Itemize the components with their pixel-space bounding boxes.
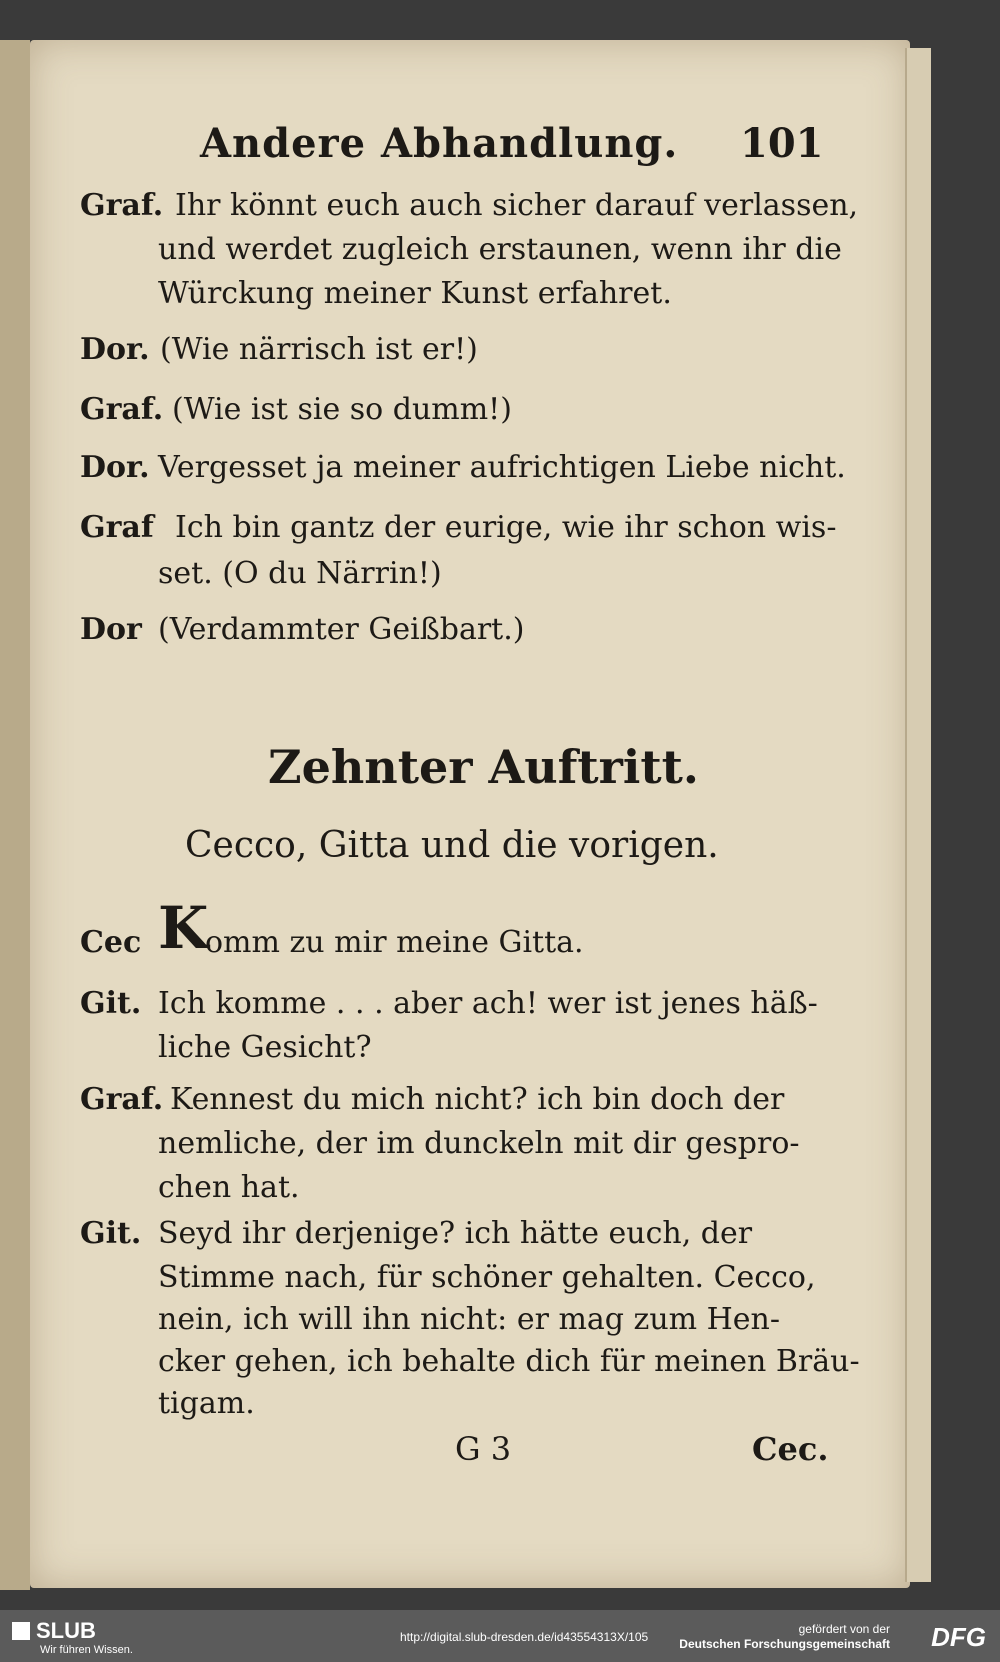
facing-page-edge bbox=[0, 40, 30, 1590]
speaker-label: Graf. bbox=[80, 392, 164, 427]
dialogue-line: Kennest du mich nicht? ich bin doch der bbox=[170, 1082, 785, 1117]
dialogue-line: liche Gesicht? bbox=[158, 1030, 372, 1065]
dialogue-line: tigam. bbox=[158, 1386, 255, 1421]
catchword: Cec. bbox=[752, 1430, 829, 1468]
dialogue-line: cker gehen, ich behalte dich für meinen Bräu- bbox=[158, 1344, 860, 1379]
drop-cap: K bbox=[158, 894, 209, 962]
dialogue-line: nemliche, der im dunckeln mit dir gespro- bbox=[158, 1126, 800, 1161]
speaker-label: Git. bbox=[80, 986, 142, 1021]
dialogue-line: omm zu mir meine Gitta. bbox=[205, 925, 584, 960]
speaker-label: Dor bbox=[80, 612, 142, 647]
permalink-url[interactable]: http://digital.slub-dresden.de/id43554313X/105 bbox=[400, 1630, 649, 1644]
dialogue-line: (Verdammter Geißbart.) bbox=[158, 612, 525, 647]
dialogue-line: und werdet zugleich erstaunen, wenn ihr die bbox=[158, 232, 842, 267]
dialogue-line: nein, ich will ihn nicht: er mag zum Hen- bbox=[158, 1302, 781, 1337]
running-header: Andere Abhandlung. bbox=[200, 120, 679, 167]
slub-tagline: Wir führen Wissen. bbox=[40, 1644, 133, 1656]
dialogue-line: Ich komme . . . aber ach! wer ist jenes häß- bbox=[158, 986, 818, 1021]
dialogue-line: Würckung meiner Kunst erfahret. bbox=[158, 276, 672, 311]
dfg-logo[interactable]: DFG bbox=[931, 1622, 986, 1652]
dialogue-line: Vergesset ja meiner aufrichtigen Liebe nicht. bbox=[158, 450, 846, 485]
speaker-label: Graf. bbox=[80, 188, 164, 223]
dialogue-line: Ich bin gantz der eurige, wie ihr schon wis- bbox=[175, 510, 837, 545]
slub-logo-icon bbox=[12, 1622, 30, 1640]
page-number: 101 bbox=[740, 120, 824, 167]
slub-logo[interactable]: SLUB bbox=[12, 1618, 96, 1644]
dialogue-line: (Wie närrisch ist er!) bbox=[160, 332, 478, 367]
speaker-label: Dor. bbox=[80, 450, 150, 485]
speaker-label: Graf. bbox=[80, 1082, 164, 1117]
signature-mark: G 3 bbox=[455, 1430, 512, 1468]
dialogue-line: Seyd ihr derjenige? ich hätte euch, der bbox=[158, 1216, 753, 1251]
dialogue-line: Ihr könnt euch auch sicher darauf verlassen, bbox=[175, 188, 859, 223]
speaker-label: Dor. bbox=[80, 332, 150, 367]
dialogue-line: (Wie ist sie so dumm!) bbox=[172, 392, 512, 427]
page-edge bbox=[905, 48, 931, 1582]
viewer-footer bbox=[0, 1610, 1000, 1662]
funding-text: gefördert von der Deutschen Forschungsgemeinschaft bbox=[679, 1622, 890, 1651]
scene-cast: Cecco, Gitta und die vorigen. bbox=[185, 825, 719, 866]
dialogue-line: set. (O du Närrin!) bbox=[158, 556, 442, 591]
scene-title: Zehnter Auftritt. bbox=[268, 740, 699, 794]
dialogue-line: chen hat. bbox=[158, 1170, 300, 1205]
dialogue-line: Stimme nach, für schöner gehalten. Cecco, bbox=[158, 1260, 816, 1295]
speaker-label: Git. bbox=[80, 1216, 142, 1251]
speaker-label: Cec bbox=[80, 925, 142, 960]
speaker-label: Graf bbox=[80, 510, 154, 545]
